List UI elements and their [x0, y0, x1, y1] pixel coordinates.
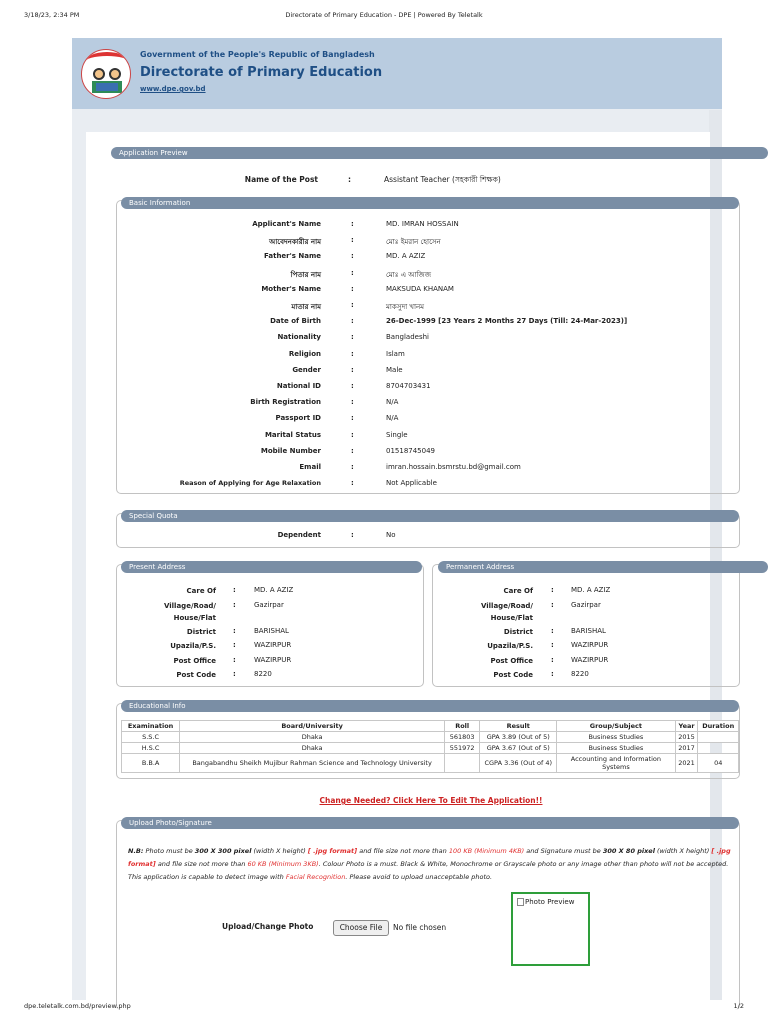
basic-field-colon: : — [351, 317, 354, 326]
basic-field-label: Passport ID — [275, 414, 321, 423]
table-cell: 2015 — [675, 732, 698, 743]
permanent-field-colon: : — [551, 641, 554, 649]
basic-field-colon: : — [351, 268, 354, 277]
basic-field-label: Nationality — [277, 333, 321, 342]
table-cell: Business Studies — [557, 743, 675, 754]
present-field-colon: : — [233, 670, 236, 678]
upload-header: Upload Photo/Signature — [121, 817, 739, 829]
education-table-body — [122, 732, 739, 773]
education-column-header: Examination — [122, 721, 180, 732]
table-cell: CGPA 3.36 (Out of 4) — [480, 754, 557, 773]
header-title: Directorate of Primary Education — [140, 65, 383, 80]
basic-field-value: Not Applicable — [386, 479, 437, 488]
permanent-field-colon: : — [551, 655, 554, 664]
present-field-colon: : — [233, 586, 236, 594]
basic-field-colon: : — [351, 236, 354, 245]
permanent-field-label-text: Village/Road/ — [480, 601, 533, 610]
table-cell: H.S.C — [122, 743, 180, 754]
basic-field-value: Male — [386, 365, 403, 374]
table-row — [122, 743, 739, 754]
basic-field-label: Gender — [292, 365, 321, 374]
table-cell: Dhaka — [180, 732, 445, 743]
print-url: dpe.teletalk.com.bd/preview.php — [24, 1002, 131, 1010]
education-column-header: Year — [675, 721, 698, 732]
basic-field-value: MD. A AZIZ — [386, 252, 426, 261]
present-field-label — [136, 669, 216, 681]
education-column-header: Group/Subject — [557, 721, 675, 732]
table-cell: Accounting and Information Systems — [557, 754, 675, 773]
table-cell: Business Studies — [557, 732, 675, 743]
education-table-head — [122, 721, 739, 732]
permanent-field-label-text: Post Office — [490, 656, 533, 665]
present-field-label-text: Village/Road/ — [163, 601, 216, 610]
basic-field-colon: : — [351, 284, 354, 293]
permanent-field-value: BARISHAL — [571, 626, 606, 635]
header-government: Government of the People's Republic of Bangladesh — [140, 50, 375, 59]
basic-field-colon: : — [351, 398, 354, 407]
permanent-field-colon: : — [551, 670, 554, 678]
present-field-label-text: Upazila/P.S. — [170, 642, 216, 650]
table-cell: 2021 — [675, 754, 698, 773]
basic-field-value: 26-Dec-1999 [23 Years 2 Months 27 Days (Till: 24-Mar-2023)] — [386, 317, 628, 326]
dependent-colon: : — [351, 531, 354, 539]
photo-preview-alt: Photo Preview — [525, 898, 575, 906]
table-row — [122, 732, 739, 743]
basic-info-header: Basic Information — [121, 197, 739, 209]
present-field-value: WAZIRPUR — [254, 655, 292, 664]
present-field-label-text: House/Flat — [173, 613, 216, 622]
basic-field-label: পিতার নাম — [290, 270, 321, 279]
present-field-colon: : — [233, 641, 236, 649]
upload-photo-label: Upload/Change Photo — [222, 922, 314, 931]
present-field-label-text: District — [186, 627, 216, 636]
basic-field-value: মোঃ ইমরান হোসেন — [386, 238, 441, 247]
education-column-header: Roll — [445, 721, 480, 732]
permanent-field-label — [453, 585, 533, 597]
table-cell: 551972 — [445, 743, 480, 754]
basic-field-colon: : — [351, 349, 354, 358]
present-field-value: 8220 — [254, 670, 272, 678]
basic-field-value: 01518745049 — [386, 446, 435, 455]
print-header — [0, 11, 768, 23]
table-cell: Dhaka — [180, 743, 445, 754]
permanent-field-label-text: Care Of — [503, 587, 533, 595]
basic-field-colon: : — [351, 414, 354, 423]
basic-field-label: Birth Registration — [250, 398, 321, 407]
basic-field-label: Email — [299, 463, 321, 471]
permanent-field-label — [453, 626, 533, 638]
permanent-field-label-text: Upazila/P.S. — [487, 642, 533, 650]
post-label: Name of the Post — [244, 175, 318, 184]
table-cell — [445, 754, 480, 773]
photo-preview-box — [511, 892, 590, 966]
basic-field-colon: : — [351, 463, 354, 471]
basic-field-colon: : — [351, 252, 354, 261]
permanent-field-label — [453, 600, 533, 624]
basic-field-colon: : — [351, 220, 354, 228]
permanent-field-value: WAZIRPUR — [571, 655, 609, 664]
basic-field-colon: : — [351, 479, 354, 488]
header-website-link[interactable]: www.dpe.gov.bd — [140, 85, 206, 93]
permanent-field-colon: : — [551, 586, 554, 594]
basic-field-value: N/A — [386, 398, 399, 407]
basic-field-colon: : — [351, 446, 354, 455]
print-datetime: 3/18/23, 2:34 PM — [24, 11, 80, 19]
table-cell — [698, 743, 739, 754]
basic-field-colon: : — [351, 430, 354, 439]
basic-field-value: MD. IMRAN HOSSAIN — [386, 220, 459, 228]
table-cell: Bangabandhu Sheikh Mujibur Rahman Science and Technology University — [180, 754, 445, 773]
choose-file-button[interactable]: Choose File — [333, 920, 389, 936]
present-field-value: Gazirpar — [254, 600, 284, 609]
present-field-label — [136, 655, 216, 667]
edit-application-link[interactable]: Change Needed? Click Here To Edit The Application!! — [319, 796, 543, 805]
present-field-colon: : — [233, 655, 236, 664]
basic-field-colon: : — [351, 365, 354, 374]
basic-field-value: Single — [386, 430, 408, 439]
basic-field-label: Religion — [288, 349, 321, 358]
present-field-value: BARISHAL — [254, 626, 289, 635]
basic-field-value: Islam — [386, 349, 405, 358]
present-field-colon: : — [233, 600, 236, 609]
present-field-label-text: Post Office — [173, 656, 216, 665]
dependent-label: Dependent — [277, 531, 321, 539]
special-quota-header: Special Quota — [121, 510, 739, 522]
table-cell: GPA 3.89 (Out of 5) — [480, 732, 557, 743]
basic-field-colon: : — [351, 382, 354, 390]
broken-image-icon — [517, 898, 524, 906]
basic-field-label: Date of Birth — [270, 317, 321, 326]
present-field-label-text: Care Of — [186, 587, 216, 595]
basic-field-label: আবেদনকারীর নাম — [269, 238, 321, 247]
present-field-label — [136, 626, 216, 638]
basic-field-value: imran.hossain.bsmrstu.bd@gmail.com — [386, 463, 521, 471]
basic-field-value: মাকসুদা খানম — [386, 303, 425, 311]
present-field-label — [136, 600, 216, 624]
permanent-field-label-text: House/Flat — [490, 613, 533, 622]
permanent-field-colon: : — [551, 626, 554, 635]
present-field-colon: : — [233, 626, 236, 635]
permanent-field-value: MD. A AZIZ — [571, 586, 611, 594]
education-table — [121, 720, 739, 773]
permanent-field-label — [453, 669, 533, 681]
education-column-header: Duration — [698, 721, 739, 732]
table-cell: 561803 — [445, 732, 480, 743]
present-field-label — [136, 585, 216, 597]
basic-field-label: Mother's Name — [261, 284, 321, 293]
print-doc-title: Directorate of Primary Education - DPE | Powered By Teletalk — [285, 11, 483, 19]
permanent-field-colon: : — [551, 600, 554, 609]
present-field-value: WAZIRPUR — [254, 641, 292, 649]
basic-field-value: Bangladeshi — [386, 333, 429, 342]
post-value: Assistant Teacher (সহকারী শিক্ষক) — [384, 175, 501, 184]
education-column-header: Board/University — [180, 721, 445, 732]
permanent-field-label-text: Post Code — [493, 671, 533, 679]
education-column-header: Result — [480, 721, 557, 732]
permanent-field-label — [453, 640, 533, 652]
present-field-label-text: Post Code — [176, 671, 216, 679]
permanent-field-value: 8220 — [571, 670, 589, 678]
present-field-label — [136, 640, 216, 652]
basic-field-value: মোঃ এ আজিজ — [386, 270, 431, 279]
basic-field-label: Reason of Applying for Age Relaxation — [179, 479, 321, 488]
upload-note: N.B: Photo must be 300 X 300 pixel (width X height) [ .jpg format] and file size not more than 100 KB (Minimum 4KB) and Signature must be 300 X 80 pixel (width X height) [ .jpg format] and file size not more than 60 KB (Minimum 3KB). Colour Photo is a must. Black & White, Monochrome or Grayscale photo or any image other than photo will not be accepted. This application is capable to detect image with Facial Recognition. Please avoid to upload unacceptable photo. — [128, 847, 731, 881]
table-row — [122, 754, 739, 773]
basic-field-colon: : — [351, 301, 354, 309]
table-cell: S.S.C — [122, 732, 180, 743]
no-file-chosen-text: No file chosen — [393, 923, 447, 932]
basic-field-label: Marital Status — [264, 430, 321, 439]
basic-field-label: Applicant's Name — [252, 220, 321, 228]
present-address-header: Present Address — [121, 561, 422, 573]
permanent-field-value: WAZIRPUR — [571, 641, 609, 649]
basic-field-colon: : — [351, 333, 354, 342]
basic-field-label: মাতার নাম — [291, 303, 321, 311]
application-preview-header: Application Preview — [111, 147, 768, 159]
print-page-number: 1/2 — [733, 1002, 744, 1010]
basic-field-label: Father's Name — [264, 252, 321, 261]
table-cell: GPA 3.67 (Out of 5) — [480, 743, 557, 754]
post-colon: : — [348, 175, 351, 184]
basic-field-value: MAKSUDA KHANAM — [386, 284, 454, 293]
education-header: Educational Info — [121, 700, 739, 712]
basic-field-value: N/A — [386, 414, 399, 423]
present-field-value: MD. A AZIZ — [254, 586, 294, 594]
permanent-field-label — [453, 655, 533, 667]
table-cell: 2017 — [675, 743, 698, 754]
dpe-logo-icon — [81, 49, 131, 99]
table-cell — [698, 732, 739, 743]
basic-field-label: Mobile Number — [260, 446, 321, 455]
basic-field-value: 8704703431 — [386, 382, 431, 390]
dependent-value: No — [386, 531, 396, 539]
permanent-field-label-text: District — [503, 627, 533, 636]
permanent-address-header: Permanent Address — [438, 561, 768, 573]
table-cell: 04 — [698, 754, 739, 773]
basic-field-label: National ID — [276, 382, 321, 390]
table-cell: B.B.A — [122, 754, 180, 773]
permanent-field-value: Gazirpar — [571, 600, 601, 609]
